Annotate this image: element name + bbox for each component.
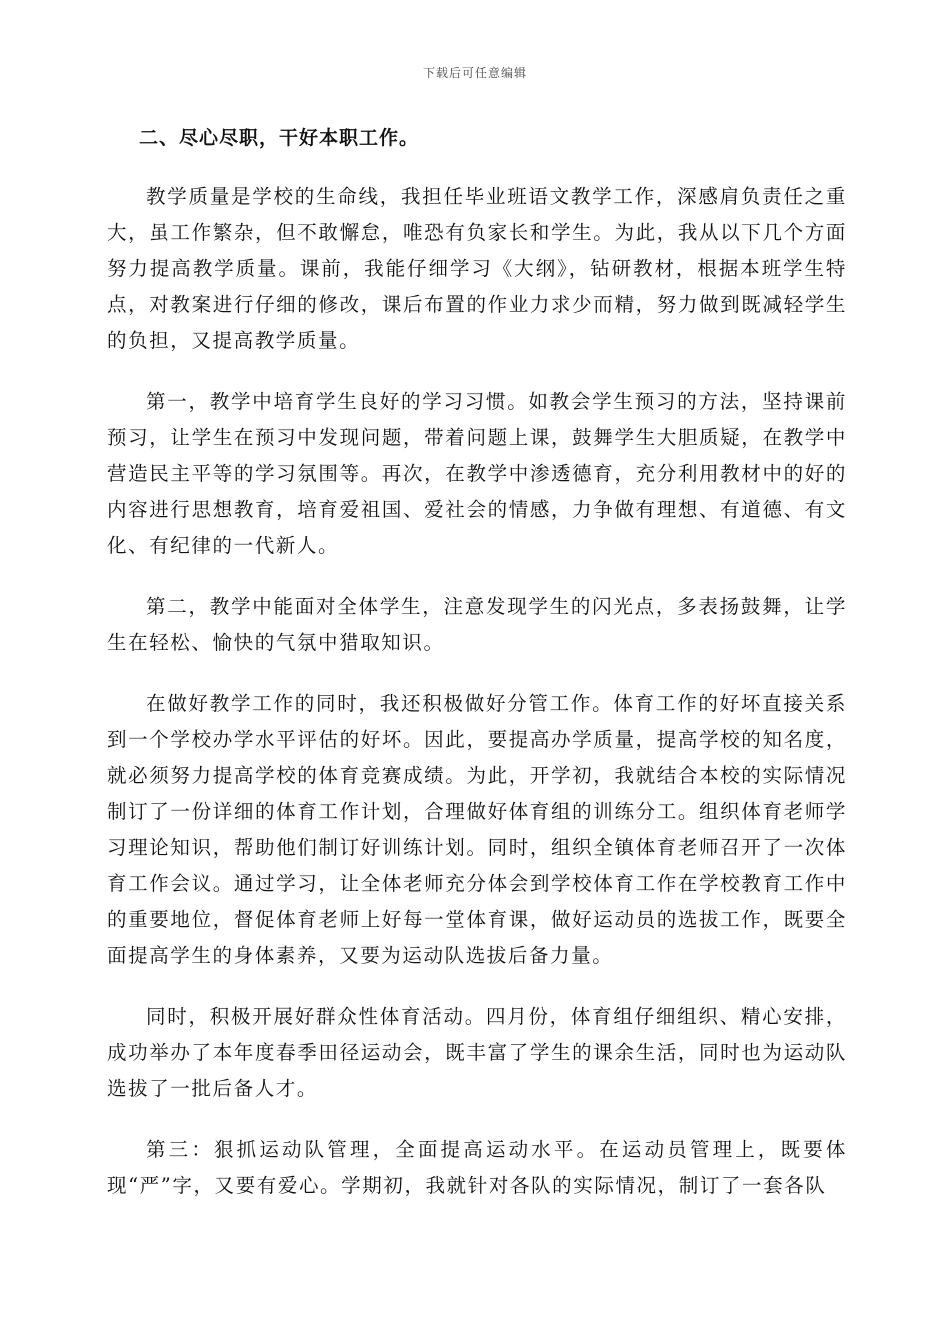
paragraph-sports-activities: 同时，积极开展好群众性体育活动。四月份，体育组仔细组织、精心安排，成功举办了本年度春季田径运动会，既丰富了学生的课余生活，同时也为运动队选拔了一批后备人才。 (107, 1005, 847, 1100)
paragraph-third: 第三：狠抓运动队管理，全面提高运动水平。在运动员管理上，既要体现“严”字，又要有爱心。学期初，我就针对各队的实际情况，制订了一套各队 (107, 1138, 847, 1197)
section-heading: 二、尽心尽职，干好本职工作。 (139, 127, 420, 149)
paragraph-sports-work: 在做好教学工作的同时，我还积极做好分管工作。体育工作的好坏直接关系到一个学校办学水平评估的好坏。因此，要提高办学质量，提高学校的知名度，就必须努力提高学校的体育竞赛成绩。为此，开学初，我就结合本校的实际情况制订了一份详细的体育工作计划，合理做好体育组的训练分工。组织体育老师学习理论知识，帮助他们制订好训练计划。同时，组织全镇体育老师召开了一次体育工作会议。通过学习，让全体老师充分体会到学校体育工作在学校教育工作中的重要地位，督促体育老师上好每一堂体育课，做好运动员的选拔工作，既要全面提高学生的身体素养，又要为运动队选拔后备力量。 (107, 692, 847, 967)
paragraph-first: 第一，教学中培育学生良好的学习习惯。如教会学生预习的方法，坚持课前预习，让学生在预习中发现问题，带着问题上课，鼓舞学生大胆质疑，在教学中营造民主平等的学习氛围等。再次，在教学中渗透德育，充分利用教材中的好的内容进行思想教育，培育爱祖国、爱社会的情感，力争做有理想、有道德、有文化、有纪律的一代新人。 (107, 390, 847, 557)
header-note: 下载后可任意编辑 (422, 66, 527, 80)
paragraph-second: 第二，教学中能面对全体学生，注意发现学生的闪光点，多表扬鼓舞，让学生在轻松、愉快的气氛中猎取知识。 (107, 595, 847, 654)
document-body (107, 120, 847, 1204)
paragraph-teaching-quality: 教学质量是学校的生命线，我担任毕业班语文教学工作，深感肩负责任之重大，虽工作繁杂，但不敢懈怠，唯恐有负家长和学生。为此，我从以下几个方面努力提高教学质量。课前，我能仔细学习《大纲》，钻研教材，根据本班学生特点，对教案进行仔细的修改，课后布置的作业力求少而精，努力做到既减轻学生的负担，又提高教学质量。 (107, 185, 847, 352)
